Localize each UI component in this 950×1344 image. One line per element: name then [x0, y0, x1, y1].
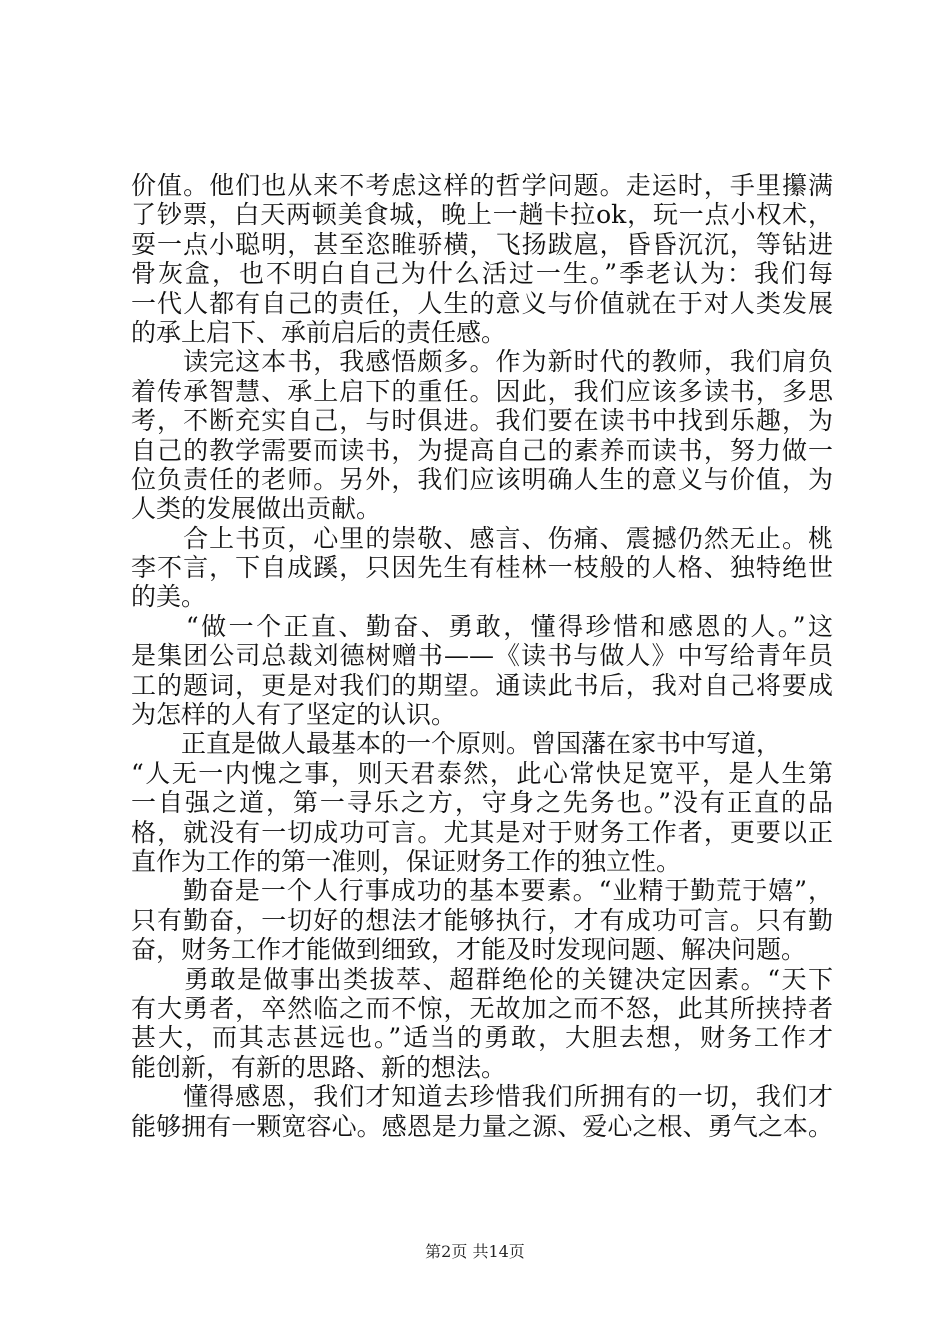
- text-line: “人无一内愧之事，则天君泰然，此心常快足宽平，是人生第: [131, 758, 833, 788]
- text-line: “做一个正直、勤奋、勇敢，懂得珍惜和感恩的人。”这: [131, 611, 833, 641]
- text-line: 着传承智慧、承上启下的重任。因此，我们应该多读书，多思: [131, 376, 833, 406]
- text-line: 工的题词，更是对我们的期望。通读此书后，我对自己将要成: [131, 670, 833, 700]
- text-line: 为怎样的人有了坚定的认识。: [131, 700, 457, 730]
- text-line: 直作为工作的第一准则，保证财务工作的独立性。: [131, 846, 682, 876]
- text-line: 奋，财务工作才能做到细致，才能及时发现问题、解决问题。: [131, 935, 807, 965]
- text-line: 自己的教学需要而读书，为提高自己的素养而读书，努力做一: [131, 435, 833, 465]
- text-line: 勇敢是做事出类拔萃、超群绝伦的关键决定因素。“天下: [131, 964, 833, 994]
- text-line: 甚大，而其志甚远也。”适当的勇敢，大胆去想，财务工作才: [131, 1023, 833, 1053]
- document-body: [131, 171, 833, 1141]
- text-line: 读完这本书，我感悟颇多。作为新时代的教师，我们肩负: [131, 347, 833, 377]
- text-line: 勤奋是一个人行事成功的基本要素。“业精于勤荒于嬉”，: [131, 876, 833, 906]
- text-line: 一代人都有自己的责任，人生的意义与价值就在于对人类发展: [131, 288, 833, 318]
- text-line: 只有勤奋，一切好的想法才能够执行，才有成功可言。只有勤: [131, 905, 833, 935]
- text-line: 一自强之道，第一寻乐之方，守身之先务也。”没有正直的品: [131, 788, 833, 818]
- text-line: 了钞票，白天两顿美食城，晚上一趟卡拉ok，玩一点小权术，: [131, 200, 833, 230]
- text-line: 耍一点小聪明，甚至恣睢骄横，飞扬跋扈，昏昏沉沉，等钻进: [131, 229, 833, 259]
- text-line: 骨灰盒，也不明白自己为什么活过一生。”季老认为：我们每: [131, 259, 833, 289]
- text-line: 人类的发展做出贡献。: [131, 494, 382, 524]
- text-line: 有大勇者，卒然临之而不惊，无故加之而不怒，此其所挟持者: [131, 993, 833, 1023]
- text-line: 李不言，下自成蹊，只因先生有桂林一枝般的人格、独特绝世: [131, 553, 833, 583]
- page-number-footer: 第2页 共14页: [425, 1242, 525, 1261]
- text-line: 的美。: [131, 582, 207, 612]
- text-line: 能创新，有新的思路、新的想法。: [131, 1052, 507, 1082]
- text-line: 格，就没有一切成功可言。尤其是对于财务工作者，更要以正: [131, 817, 833, 847]
- text-line: 正直是做人最基本的一个原则。曾国藩在家书中写道，: [131, 729, 782, 759]
- text-line: 懂得感恩，我们才知道去珍惜我们所拥有的一切，我们才: [131, 1082, 833, 1112]
- text-line: 位负责任的老师。另外，我们应该明确人生的意义与价值，为: [131, 464, 833, 494]
- text-line: 能够拥有一颗宽容心。感恩是力量之源、爱心之根、勇气之本。: [131, 1111, 833, 1141]
- text-line: 是集团公司总裁刘德树赠书——《读书与做人》中写给青年员: [131, 641, 833, 671]
- text-line: 价值。他们也从来不考虑这样的哲学问题。走运时，手里攥满: [131, 171, 833, 200]
- text-line: 的承上启下、承前启后的责任感。: [131, 317, 507, 347]
- text-line: 合上书页，心里的崇敬、感言、伤痛、震撼仍然无止。桃: [131, 523, 833, 553]
- text-line: 考，不断充实自己，与时俱进。我们要在读书中找到乐趣，为: [131, 406, 833, 436]
